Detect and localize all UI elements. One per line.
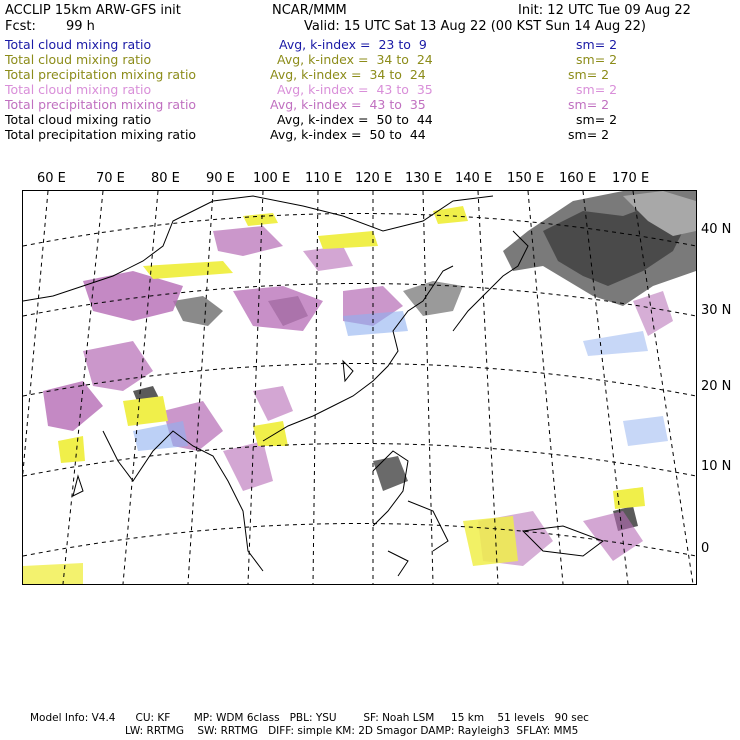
organization-label: NCAR/MMM bbox=[272, 3, 347, 18]
longitude-label: 150 E bbox=[507, 171, 545, 186]
field-smoothing: sm= 2 bbox=[576, 52, 618, 67]
field-name: Total precipitation mixing ratio bbox=[5, 127, 197, 142]
field-avg: Avg, k-index = 34 to 24 bbox=[270, 67, 426, 82]
field-avg: Avg, k-index = 50 to 44 bbox=[270, 127, 426, 142]
longitude-label: 160 E bbox=[559, 171, 597, 186]
longitude-label: 130 E bbox=[405, 171, 443, 186]
forecast-label: Fcst: bbox=[5, 19, 36, 34]
longitude-label: 170 E bbox=[612, 171, 650, 186]
latitude-label: 20 N bbox=[701, 379, 732, 394]
field-name: Total cloud mixing ratio bbox=[5, 82, 152, 97]
latitude-label: 0 bbox=[701, 541, 710, 556]
longitude-label: 110 E bbox=[305, 171, 343, 186]
field-name: Total precipitation mixing ratio bbox=[5, 97, 197, 112]
forecast-hours: 99 h bbox=[66, 19, 95, 34]
longitude-label: 140 E bbox=[455, 171, 493, 186]
field-smoothing: sm= 2 bbox=[568, 127, 610, 142]
init-time: Init: 12 UTC Tue 09 Aug 22 bbox=[518, 3, 691, 18]
longitude-label: 70 E bbox=[96, 171, 125, 186]
field-name: Total cloud mixing ratio bbox=[5, 37, 152, 52]
field-smoothing: sm= 2 bbox=[568, 97, 610, 112]
longitude-label: 120 E bbox=[355, 171, 393, 186]
forecast-map bbox=[22, 190, 697, 585]
field-avg: Avg, k-index = 43 to 35 bbox=[270, 97, 426, 112]
field-name: Total precipitation mixing ratio bbox=[5, 67, 197, 82]
field-smoothing: sm= 2 bbox=[576, 82, 618, 97]
longitude-label: 100 E bbox=[253, 171, 291, 186]
field-avg: Avg, k-index = 50 to 44 bbox=[277, 112, 433, 127]
model-info-line-1: Model Info: V4.4 CU: KF MP: WDM 6class PBL: YSU SF: Noah LSM 15 km 51 levels 90 sec bbox=[30, 712, 589, 724]
map-canvas bbox=[23, 191, 696, 584]
model-info-line-2: LW: RRTMG SW: RRTMG DIFF: simple KM: 2D Smagor DAMP: Rayleigh3 SFLAY: MM5 bbox=[125, 725, 579, 737]
field-name: Total cloud mixing ratio bbox=[5, 52, 152, 67]
valid-time: Valid: 15 UTC Sat 13 Aug 22 (00 KST Sun 14 Aug 22) bbox=[304, 19, 646, 34]
field-smoothing: sm= 2 bbox=[568, 67, 610, 82]
longitude-label: 80 E bbox=[151, 171, 180, 186]
latitude-label: 40 N bbox=[701, 222, 732, 237]
field-smoothing: sm= 2 bbox=[576, 112, 618, 127]
field-avg: Avg, k-index = 43 to 35 bbox=[277, 82, 433, 97]
field-name: Total cloud mixing ratio bbox=[5, 112, 152, 127]
longitude-label: 60 E bbox=[37, 171, 66, 186]
latitude-label: 10 N bbox=[701, 459, 732, 474]
field-avg: Avg, k-index = 23 to 9 bbox=[279, 37, 427, 52]
longitude-label: 90 E bbox=[206, 171, 235, 186]
model-title: ACCLIP 15km ARW-GFS init bbox=[5, 3, 181, 18]
field-avg: Avg, k-index = 34 to 24 bbox=[277, 52, 433, 67]
field-smoothing: sm= 2 bbox=[576, 37, 618, 52]
latitude-label: 30 N bbox=[701, 303, 732, 318]
